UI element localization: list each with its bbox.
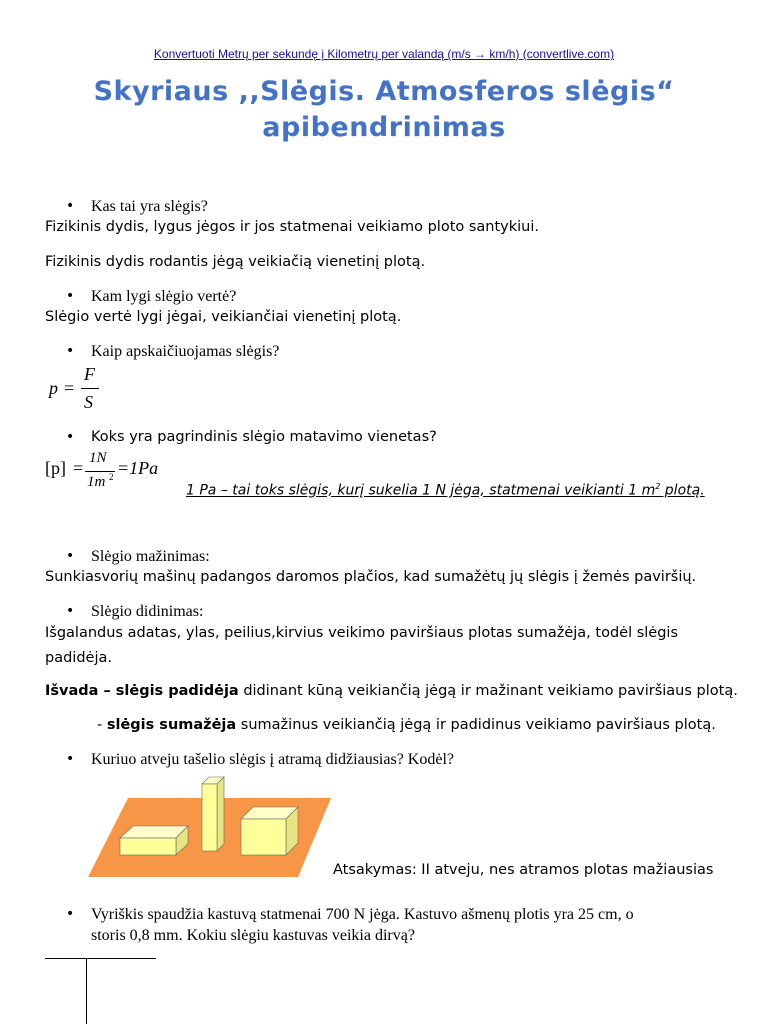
blocks-illustration: [88, 774, 334, 878]
unit-formula: [45, 450, 175, 498]
question-3: Kaip apskaičiuojamas slėgis?: [91, 343, 280, 360]
title-line-2: apibendrinimas: [262, 112, 506, 143]
formula-numerator: F: [84, 364, 95, 384]
bullet: •: [66, 343, 75, 359]
unit-denominator: 1m: [87, 474, 106, 490]
unit-numerator: 1N: [89, 450, 107, 466]
answer-6-line-2: padidėja.: [45, 650, 112, 666]
table-column-divider: [86, 958, 87, 1024]
formula-p: p: [49, 378, 58, 398]
conclusion-2: - slėgis sumažėja sumažinus veikiančią jėgą ir padidinus veikiamo paviršiaus plotą.: [97, 717, 716, 733]
conclusion-1: Išvada – slėgis padidėja didinant kūną veikiančią jėgą ir mažinant veikiamo paviršiaus plotą.: [45, 683, 738, 699]
unit-rhs: =1Pa: [117, 458, 159, 478]
bullet: •: [66, 198, 75, 214]
question-5: Slėgio mažinimas:: [91, 548, 210, 565]
question-4: Koks yra pagrindinis slėgio matavimo vienetas?: [91, 429, 437, 445]
fraction-line: [81, 388, 99, 389]
question-1: Kas tai yra slėgis?: [91, 198, 208, 215]
answer-1b: Fizikinis dydis rodantis jėgą veikiačią vienetinį plotą.: [45, 254, 426, 270]
unit-eq: =: [73, 458, 84, 478]
bullet: •: [66, 603, 75, 619]
table-top-border: [45, 958, 156, 959]
question-6: Slėgio didinimas:: [91, 603, 204, 620]
question-2: Kam lygi slėgio vertė?: [91, 288, 237, 305]
question-8-line-2: storis 0,8 mm. Kokiu slėgiu kastuvas veikia dirvą?: [91, 927, 415, 944]
question-8-line-1: Vyriškis spaudžia kastuvą statmenai 700 N jėga. Kastuvo ašmenų plotis yra 25 cm, o: [91, 906, 634, 923]
convertlive-link[interactable]: Konvertuoti Metrų per sekundę į Kilometrų per valandą (m/s → km/h) (convertlive.com): [153, 47, 615, 61]
block-2-side: [217, 777, 224, 851]
formula-eq: =: [64, 378, 75, 398]
title-line-1: Skyriaus ,,Slėgis. Atmosferos slėgis“: [93, 76, 675, 107]
answer-1: Fizikinis dydis, lygus jėgos ir jos statmenai veikiamo ploto santykiui.: [45, 219, 540, 235]
bullet: •: [66, 548, 75, 564]
answer-5: Sunkiasvorių mašinų padangos daromos plačios, kad sumažėtų jų slėgis į žemės paviršių.: [45, 569, 697, 585]
bullet: •: [66, 429, 75, 445]
bullet: •: [66, 906, 75, 922]
block-2-front: [202, 784, 217, 851]
bullet: •: [66, 288, 75, 304]
unit-lhs: [p]: [45, 458, 66, 478]
pressure-formula: [49, 364, 109, 416]
bullet: •: [66, 751, 75, 767]
page-title: [40, 74, 728, 146]
block-3-front: [241, 819, 286, 855]
formula-denominator: S: [84, 392, 93, 412]
unit-den-exp: 2: [109, 472, 114, 482]
block-1-front: [120, 838, 176, 855]
answer-2: Slėgio vertė lygi jėgai, veikiančiai vienetinį plotą.: [45, 309, 402, 325]
question-7: Kuriuo atveju tašelio slėgis į atramą didžiausias? Kodėl?: [91, 751, 454, 768]
answer-7: Atsakymas: II atveju, nes atramos plotas mažiausias: [333, 862, 714, 878]
answer-6-line-1: Išgalandus adatas, ylas, peilius,kirvius veikimo paviršiaus plotas sumažėja, todėl slėgis: [45, 625, 678, 641]
pascal-definition: 1 Pa – tai toks slėgis, kurį sukelia 1 N jėga, statmenai veikianti 1 $m^2$ plotą.: [186, 482, 705, 499]
